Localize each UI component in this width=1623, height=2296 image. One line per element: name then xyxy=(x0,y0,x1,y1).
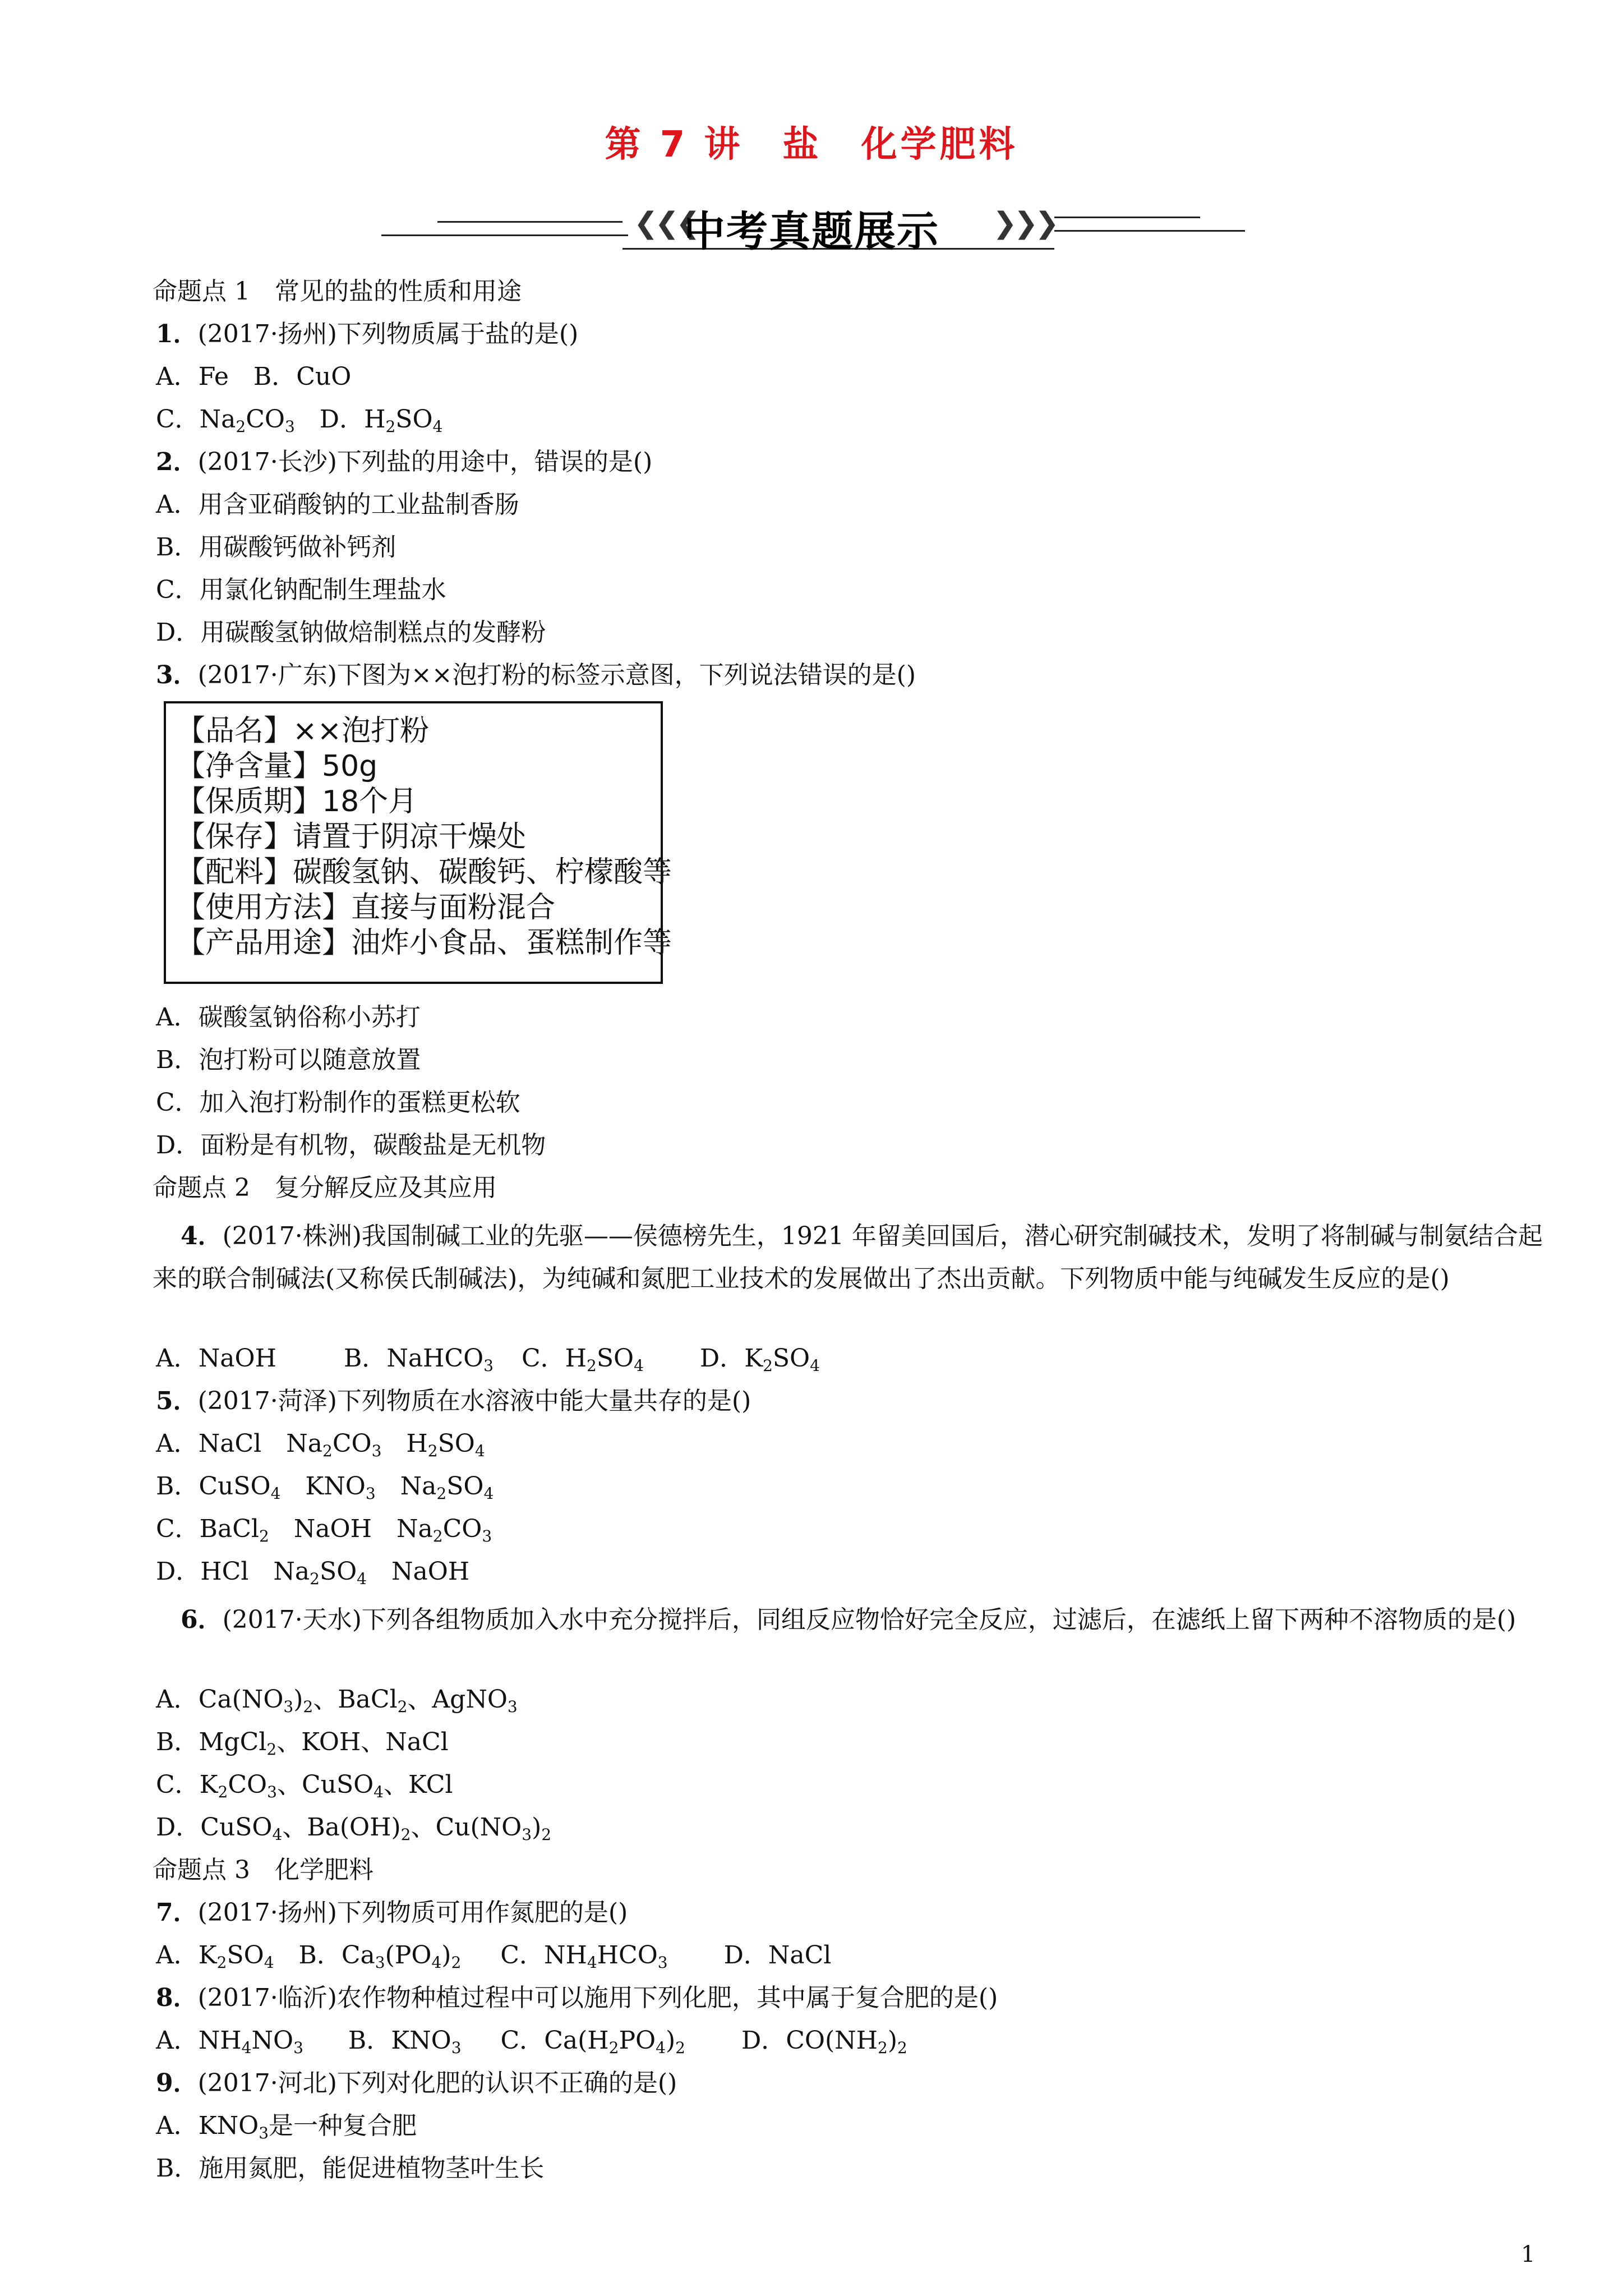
option-row: A．$K_2SO_4$ B．$Ca_3(PO_4)_2$ C．$NH_4HCO_3$ D．NaCl xyxy=(156,1941,832,1972)
option: C．用氯化钠配制生理盐水 xyxy=(156,576,446,604)
page-title: 第 7 讲 盐 化学肥料 xyxy=(605,124,1018,165)
option: D．面粉是有机物，碳酸盐是无机物 xyxy=(156,1131,546,1159)
section-heading: 命题点 2 复分解反应及其应用 xyxy=(153,1174,497,1202)
option: B．泡打粉可以随意放置 xyxy=(156,1046,421,1074)
question-4: 4．(2017·株洲)我国制碱工业的先驱——侯德榜先生，1921 年留美回国后，潜心研究制碱技术，发明了将制碱与制氨结合起来的联合制碱法(又称侯氏制碱法)，为纯碱和氮肥工业技术的发展做出了杰出贡献。下列物质中能与纯碱发生反应的是() xyxy=(153,1222,1543,1293)
label-line: 【品名】××泡打粉 xyxy=(176,714,430,748)
option: D．HCl $Na_2SO_4$ NaOH xyxy=(156,1557,470,1588)
question-2: 2．(2017·长沙)下列盐的用途中，错误的是() xyxy=(156,448,653,476)
option: A．$Ca(NO_3)_2$、BaCl$_2$、AgNO$_3$ xyxy=(156,1685,518,1716)
option: A．$KNO_3$是一种复合肥 xyxy=(156,2111,417,2142)
option-row: A．NaOH B．NaHCO$_3$ C．$H_2SO_4$ D．$K_2SO_4$ xyxy=(156,1344,820,1375)
label-line: 【保存】请置于阴凉干燥处 xyxy=(176,820,527,854)
question-7: 7．(2017·扬州)下列物质可用作氮肥的是() xyxy=(156,1898,628,1927)
section-heading: 命题点 1 常见的盐的性质和用途 xyxy=(153,277,522,306)
label-line: 【使用方法】直接与面粉混合 xyxy=(176,891,556,924)
option: A．碳酸氢钠俗称小苏打 xyxy=(156,1003,421,1032)
option: A．用含亚硝酸钠的工业盐制香肠 xyxy=(156,490,519,519)
section-heading: 命题点 3 化学肥料 xyxy=(153,1856,374,1884)
question-6: 6．(2017·天水)下列各组物质加入水中充分搅拌后，同组反应物恰好完全反应，过滤后，在滤纸上留下两种不溶物质的是() xyxy=(181,1605,1516,1634)
option: C．$Na_2CO_3$ D．$H_2SO_4$ xyxy=(156,405,443,436)
option-row: A．$NH_4NO_3$ B．$KNO_3$ C．$Ca(H_2PO_4)_2$ D．$CO(NH_2)_2$ xyxy=(156,2026,907,2057)
option: A．NaCl $Na_2CO_3$ $H_2SO_4$ xyxy=(156,1429,485,1460)
question-3: 3．(2017·广东)下图为××泡打粉的标签示意图，下列说法错误的是() xyxy=(156,661,916,689)
page-number: 1 xyxy=(1521,2242,1536,2267)
option: B．用碳酸钙做补钙剂 xyxy=(156,533,396,562)
label-line: 【净含量】50g xyxy=(176,749,378,783)
option: D．用碳酸氢钠做焙制糕点的发酵粉 xyxy=(156,618,546,647)
option: C．$K_2CO_3$、CuSO$_4$、KCl xyxy=(156,1770,453,1801)
question-5: 5．(2017·菏泽)下列物质在水溶液中能大量共存的是() xyxy=(156,1387,751,1415)
label-line: 【配料】碳酸氢钠、碳酸钙、柠檬酸等 xyxy=(176,855,672,889)
option: B．MgCl$_2$、KOH、NaCl xyxy=(156,1728,449,1759)
option: C．加入泡打粉制作的蛋糕更松软 xyxy=(156,1088,520,1117)
chevron-right-icon: ❯❯❯ xyxy=(993,206,1056,240)
question-9: 9．(2017·河北)下列对化肥的认识不正确的是() xyxy=(156,2069,677,2097)
banner-title: 中考真题展示 xyxy=(684,208,939,256)
section-banner xyxy=(0,196,1623,258)
product-label xyxy=(164,701,672,984)
option: D．CuSO$_4$、$Ba(OH)_2$、$Cu(NO_3)_2$ xyxy=(156,1813,552,1844)
chevron-left-icon: ❮❮❮ xyxy=(634,206,697,240)
option: C．BaCl$_2$ NaOH $Na_2CO_3$ xyxy=(156,1515,492,1545)
question-8: 8．(2017·临沂)农作物种植过程中可以施用下列化肥，其中属于复合肥的是() xyxy=(156,1984,998,2012)
label-line: 【保质期】18个月 xyxy=(176,785,418,818)
question-1: 1．(2017·扬州)下列物质属于盐的是() xyxy=(156,320,579,348)
label-line: 【产品用途】油炸小食品、蛋糕制作等 xyxy=(176,926,672,960)
option: A．Fe B．CuO xyxy=(156,362,352,391)
option: B．CuSO$_4$ $KNO_3$ $Na_2SO_4$ xyxy=(156,1472,494,1503)
option: B．施用氮肥，能促进植物茎叶生长 xyxy=(156,2154,545,2183)
